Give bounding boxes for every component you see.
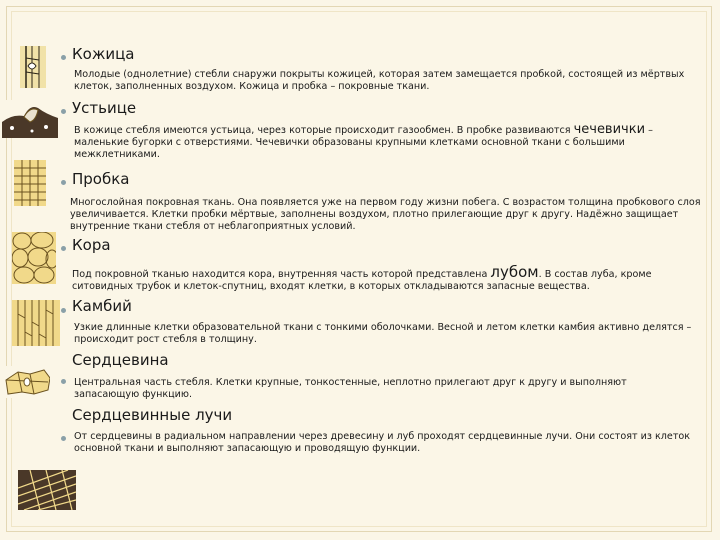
heading-kora: Кора — [72, 236, 111, 254]
term-lub: лубом — [490, 263, 539, 281]
description-kambiy: Узкие длинные клетки образовательной ткани с тонкими оболочками. Весной и летом клетки камбия активно делятся – происходит рост стебля в толщину. — [74, 322, 692, 345]
description-serdtsevina: Центральная часть стебля. Клетки крупные, тонкостенные, неплотно прилегают друг к другу и выполняют запасающую функцию. — [74, 377, 627, 400]
epidermis-cell-image — [20, 46, 46, 88]
heading-ustyitse: Устьице — [72, 99, 137, 117]
description-kora — [72, 263, 704, 293]
description-kora-post: . В состав луба, кроме ситовидных трубок и клеток-спутниц, входят клетки, в которых откладываются запасные вещества. — [72, 269, 652, 292]
bullet-serdtsevinnye-luchi — [61, 436, 66, 441]
heading-kambiy: Камбий — [72, 297, 132, 315]
cambium-cell-image — [12, 300, 60, 346]
heading-serdtsevinnye-luchi: Сердцевинные лучи — [72, 406, 233, 424]
bullet-serdtsevina — [61, 379, 66, 384]
description-kora-pre: Под покровной тканью находится кора, внутренняя часть которой представлена — [72, 269, 491, 280]
description-ustyitse — [74, 124, 706, 161]
medullary-rays-image — [18, 470, 76, 510]
heading-probka: Пробка — [72, 170, 130, 188]
cork-cell-image — [14, 160, 46, 206]
description-ustyitse-post: – маленькие бугорки с отверстиями. Чечевички образованы крупными клетками основной ткани с большими межклетниками. — [74, 125, 653, 160]
bullet-kora — [61, 246, 66, 251]
lenticel-image — [2, 100, 58, 138]
bullet-ustyitse — [61, 109, 66, 114]
term-chechevichki: чечевички — [573, 122, 646, 137]
description-probka: Многослойная покровная ткань. Она появляется уже на первом году жизни побега. С возрастом толщина пробкового слоя увеличивается. Клетки пробки мёртвые, заполнены воздухом, плотно прилегающие друг к другу. Надёжно защищает внутренние ткани стебля от неблагоприятных условий. — [70, 197, 701, 232]
bullet-kozhitsa — [61, 55, 66, 60]
heading-serdtsevina: Сердцевина — [72, 351, 169, 369]
pith-cell-image — [4, 366, 50, 398]
description-kozhitsa: Молодые (однолетние) стебли снаружи покрыты кожицей, которая затем замещается пробкой, состоящей из мёртвых клеток, заполненных воздухом. Кожица и пробка – покровные ткани. — [74, 69, 685, 92]
description-serdtsevinnye-luchi: От сердцевины в радиальном направлении через древесину и луб проходят сердцевинные лучи. Они состоят из клеток основной ткани и выполняют запасающую и проводящую функции. — [74, 431, 691, 454]
bullet-kambiy — [61, 308, 66, 313]
bark-cell-image — [12, 232, 56, 284]
description-ustyitse-pre: В кожице стебля имеются устьица, через которые происходит газообмен. В пробке развиваются — [74, 125, 574, 136]
heading-kozhitsa: Кожица — [72, 45, 135, 63]
bullet-probka — [61, 180, 66, 185]
